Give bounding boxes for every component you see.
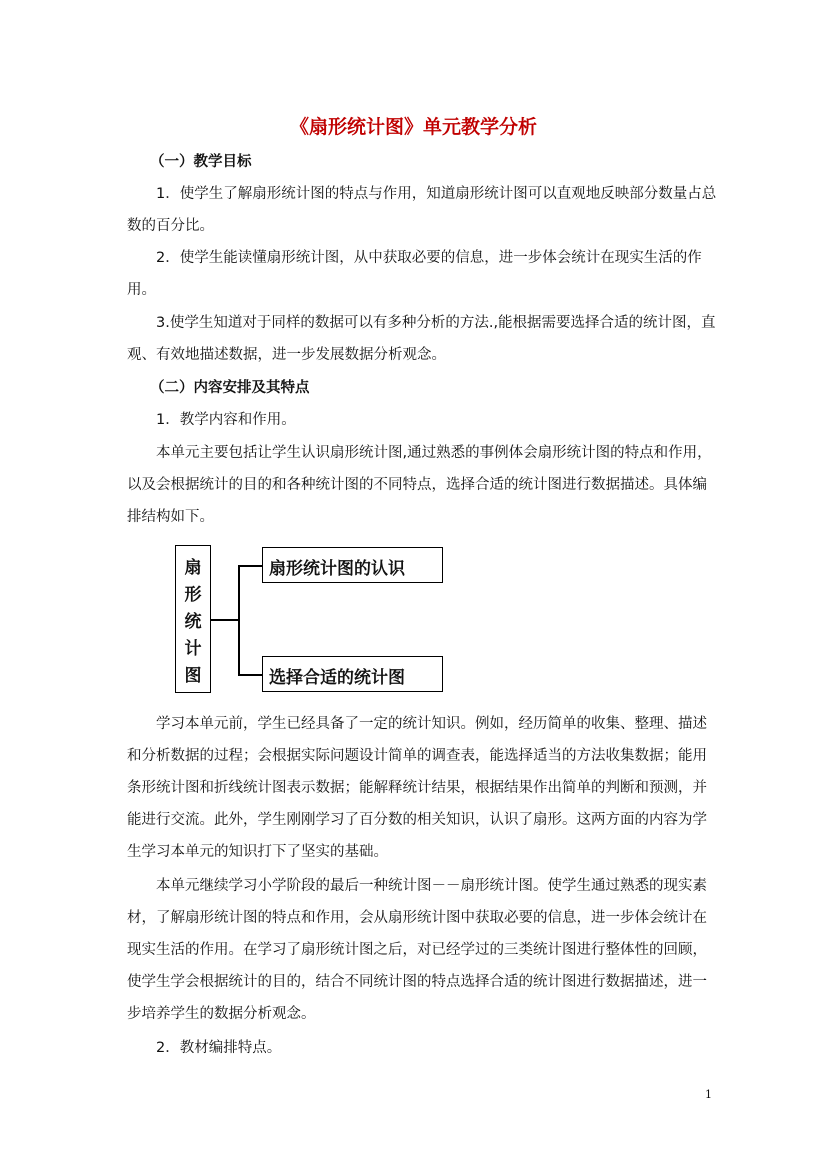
root-char: 统 [184, 612, 202, 632]
root-char: 形 [184, 585, 202, 605]
page-number: 1 [705, 1088, 712, 1101]
root-char: 计 [184, 639, 202, 659]
goal-item-3: 3.使学生知道对于同样的数据可以有多种分析的方法.,能根据需要选择合适的统计图，直观、有效地描述数据，进一步发展数据分析观念。 [127, 315, 716, 363]
connector-horizontal [211, 619, 239, 621]
content-sub1: 1．教学内容和作用。 [156, 412, 296, 428]
section2-heading: （二）内容安排及其特点 [150, 380, 310, 396]
goal-item-2: 2．使学生能读懂扇形统计图，从中获取必要的信息，进一步体会统计在现实生活的作用。 [127, 250, 702, 298]
connector-top [238, 565, 262, 567]
section1-heading: （一）教学目标 [150, 154, 252, 170]
diagram-branch-1: 扇形统计图的认识 [262, 547, 443, 583]
page-title: 《扇形统计图》单元教学分析 [289, 116, 537, 138]
diagram-branch-2: 选择合适的统计图 [262, 656, 443, 692]
diagram-root-box [175, 545, 211, 693]
root-char: 图 [184, 666, 202, 686]
structure-diagram [175, 545, 450, 695]
content-para3: 本单元继续学习小学阶段的最后一种统计图－－扇形统计图。使学生通过熟悉的现实素材，了解扇形统计图的特点和作用，会从扇形统计图中获取必要的信息，进一步体会统计在现实生活的作用。在学习了扇形统计图之后，对已经学过的三类统计图进行整体性的回顾，使学生学会根据统计的目的，结合不同统计图的特点选择合适的统计图进行数据描述，进一步培养学生的数据分析观念。 [127, 878, 707, 1022]
content-sub2: 2．教材编排特点。 [156, 1040, 282, 1056]
root-char: 扇 [184, 558, 202, 578]
content-para1: 本单元主要包括让学生认识扇形统计图,通过熟悉的事例体会扇形统计图的特点和作用，以及会根据统计的目的和各种统计图的不同特点，选择合适的统计图进行数据描述。具体编排结构如下。 [127, 445, 712, 525]
content-para2: 学习本单元前，学生已经具备了一定的统计知识。例如，经历简单的收集、整理、描述和分析数据的过程；会根据实际问题设计简单的调查表，能选择适当的方法收集数据；能用条形统计图和折线统计图表示数据；能解释统计结果，根据结果作出简单的判断和预测，并能进行交流。此外，学生刚刚学习了百分数的相关知识，认识了扇形。这两方面的内容为学生学习本单元的知识打下了坚实的基础。 [127, 716, 707, 860]
connector-bottom [238, 674, 262, 676]
goal-item-1: 1．使学生了解扇形统计图的特点与作用，知道扇形统计图可以直观地反映部分数量占总数的百分比。 [127, 186, 717, 234]
connector-vertical [238, 565, 240, 675]
